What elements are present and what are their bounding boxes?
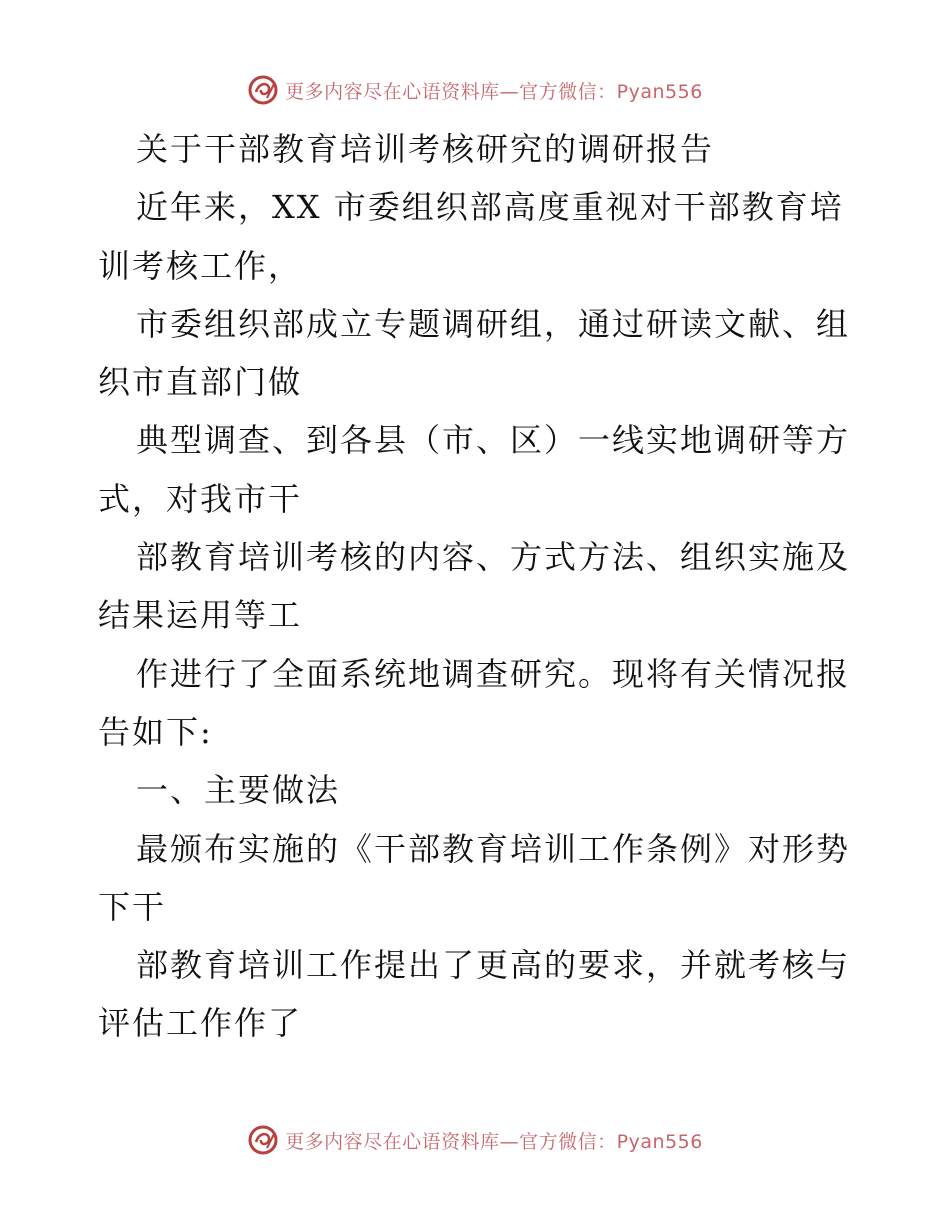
footer-watermark — [247, 1124, 703, 1156]
header-watermark-banner — [0, 70, 950, 110]
document-body — [98, 120, 858, 1053]
paragraph-line: 典型调查、到各县（市、区）一线实地调研等方 — [136, 421, 851, 460]
red-swirl-logo-icon — [247, 74, 279, 106]
footer-watermark-text: 更多内容尽在心语资料库—官方微信：Pyan556 — [285, 1130, 703, 1153]
paragraph-line: 织市直部门做 — [98, 363, 303, 402]
paragraph-line: 市委组织部成立专题调研组，通过研读文献、组 — [136, 304, 851, 343]
paragraph-line: 部教育培训考核的内容、方式方法、组织实施及 — [136, 538, 851, 577]
footer-watermark-banner — [0, 1120, 950, 1160]
red-swirl-logo-icon — [247, 1124, 279, 1156]
header-watermark — [247, 74, 703, 106]
paragraph-line: 下干 — [98, 887, 167, 926]
paragraph-line: 作进行了全面系统地调查研究。现将有关情况报 — [136, 654, 851, 693]
paragraph-line: 训考核工作， — [98, 246, 303, 285]
paragraph-line: 评估工作作了 — [98, 1004, 303, 1043]
paragraph-line: 最颁布实施的《干部教育培训工作条例》对形势 — [136, 829, 851, 868]
paragraph-line: 部教育培训工作提出了更高的要求，并就考核与 — [136, 946, 851, 985]
document-title: 关于干部教育培训考核研究的调研报告 — [136, 130, 715, 168]
header-watermark-text: 更多内容尽在心语资料库—官方微信：Pyan556 — [285, 80, 703, 103]
section-heading: 一、主要做法 — [136, 771, 341, 810]
paragraph-line: 告如下: — [98, 712, 213, 751]
paragraph-line: 近年来，XX 市委组织部高度重视对干部教育培 — [136, 188, 844, 227]
paragraph-line: 结果运用等工 — [98, 596, 303, 635]
paragraph-line: 式，对我市干 — [98, 479, 303, 518]
